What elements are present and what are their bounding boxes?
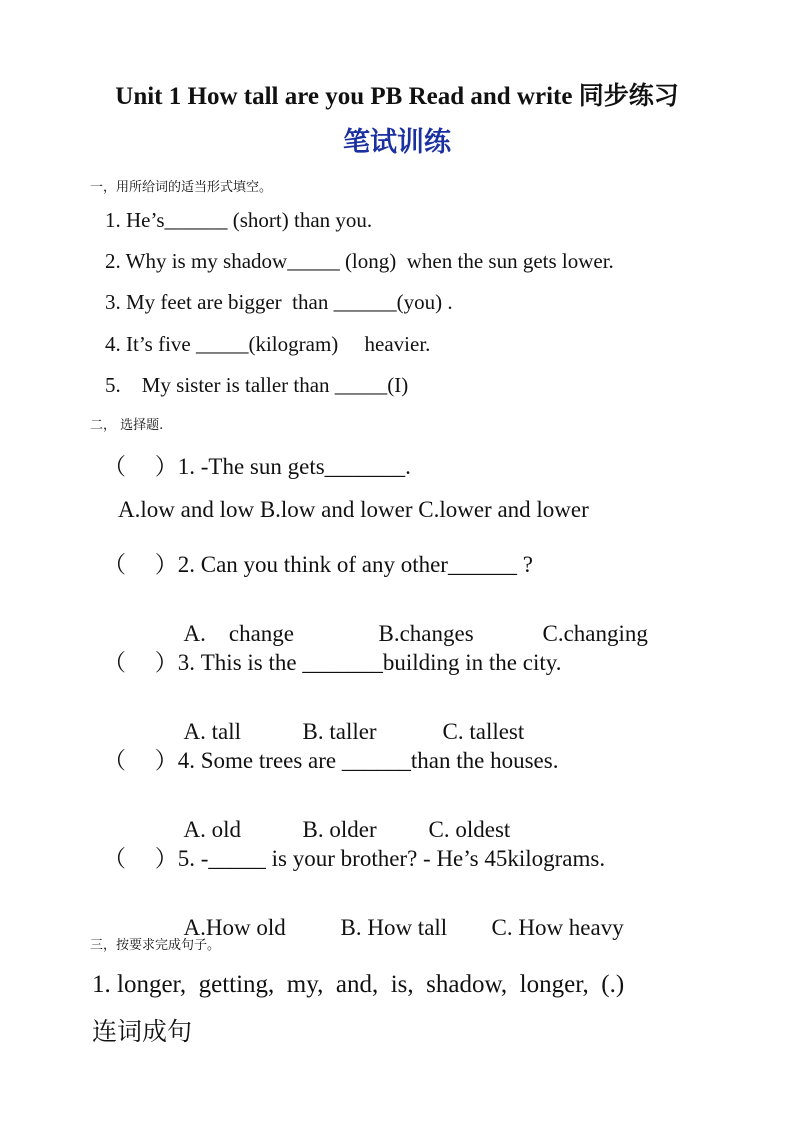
fill-item-2: 2. Why is my shadow_____ (long) when the sun gets lower. [105,249,614,273]
section1-heading: 一，用所给词的适当形式填空。 [90,180,273,195]
option-a: A. change [183,621,294,646]
choice-q2-options [172,595,648,647]
choice-q2-stem: （ ）2. Can you think of any other______ ? [103,552,533,577]
choice-q1-options: A.low and low B.low and lower C.lower and lower [118,497,589,522]
option-b: B.changes [378,621,474,646]
option-c: C.changing [542,621,648,646]
fill-item-1: 1. He’s______ (short) than you. [105,208,373,232]
option-b: B. older [302,817,377,842]
choice-q5-stem: （ ）5. -_____ is your brother? - He’s 45kilograms. [103,846,606,871]
page-subtitle: 笔试训练 [343,127,451,158]
option-c: C. How heavy [491,915,624,940]
choice-q1-stem: （ ）1. -The sun gets_______. [103,454,411,479]
option-a: A. tall [183,719,241,744]
choice-q3-options [172,693,524,745]
choice-q5-options [172,889,624,941]
option-b: B. taller [302,719,377,744]
option-a: A.How old [183,915,286,940]
section3-heading: 三，按要求完成句子。 [90,938,221,953]
option-b: B. How tall [340,915,448,940]
option-c: C. tallest [442,719,525,744]
choice-q3-stem: （ ）3. This is the _______building in the city. [103,650,562,675]
fill-item-3: 3. My feet are bigger than ______(you) . [105,290,453,314]
section2-heading: 二， 选择题. [90,418,164,433]
option-a: A. old [183,817,241,842]
page-title: Unit 1 How tall are you PB Read and write 同步练习 [115,83,679,110]
option-c: C. oldest [428,817,511,842]
choice-q4-options [172,791,510,843]
choice-q4-stem: （ ）4. Some trees are ______than the houses. [103,748,559,773]
sentence-item-1-instruction: 连词成句 [92,1017,193,1046]
fill-item-4: 4. It’s five _____(kilogram) heavier. [105,332,431,356]
fill-item-5: 5. My sister is taller than _____(I) [105,373,409,397]
sentence-item-1-words: 1. longer, getting, my, and, is, shadow, longer, (.) [92,971,625,998]
